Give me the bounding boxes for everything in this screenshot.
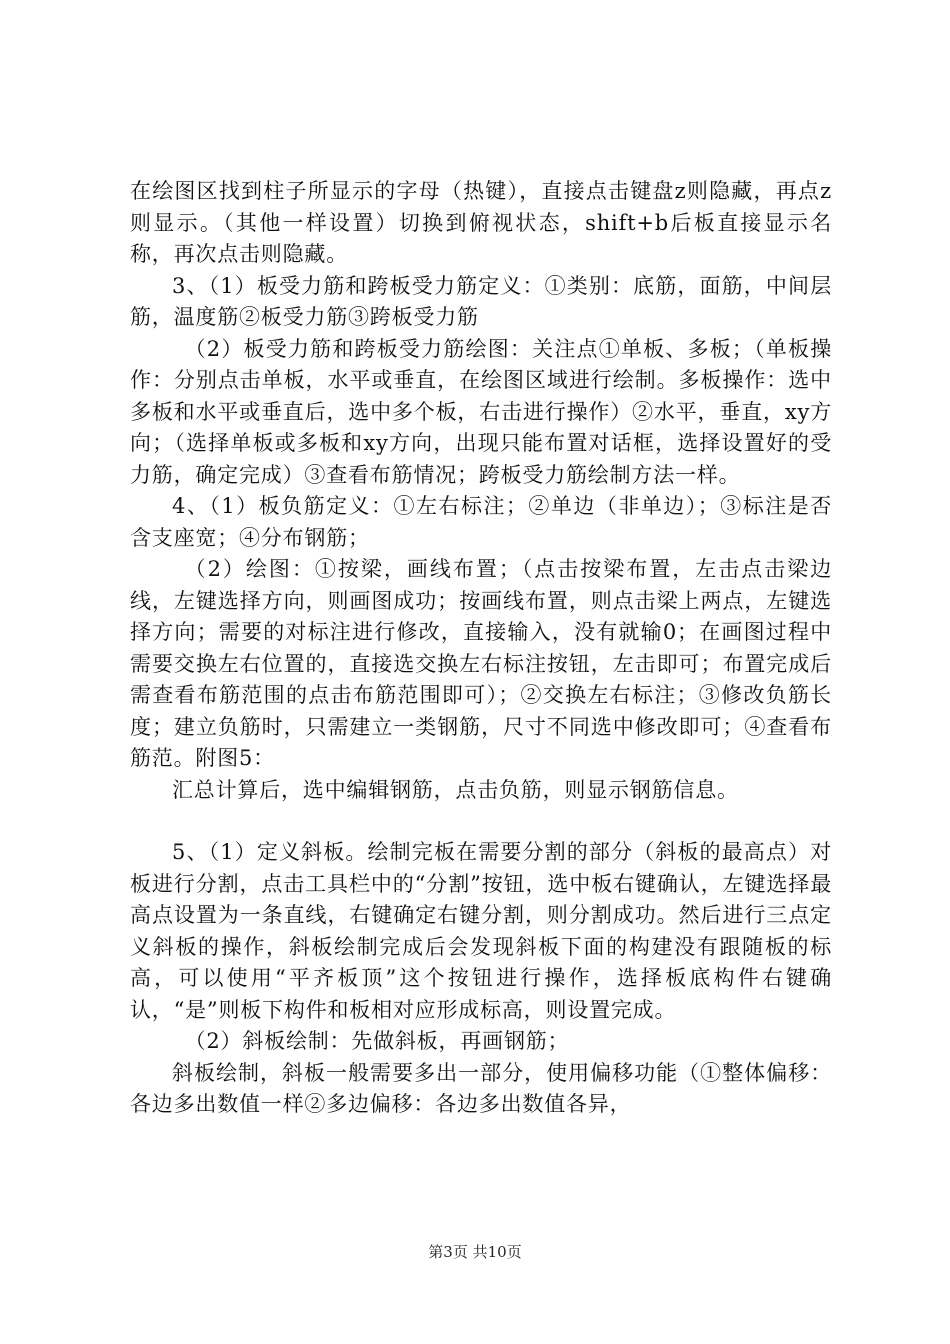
paragraph-hotkey: 在绘图区找到柱子所显示的字母（热键），直接点击键盘z则隐藏，再点z则显示。（其他一样设置）切换到俯视状态，shift+b后板直接显示名称，再次点击则隐藏。 bbox=[130, 179, 832, 266]
page-footer: 第3页 共10页 bbox=[428, 1243, 522, 1261]
paragraph-section-4-1: 4、（1）板负筋定义：①左右标注；②单边（非单边）；③标注是否含支座宽；④分布钢筋； bbox=[130, 494, 832, 550]
paragraph-section-4-2: （2）绘图：①按梁，画线布置；（点击按梁布置，左击点击梁边线，左键选择方向，则画图成功；按画线布置，则点击梁上两点，左键选择方向；需要的对标注进行修改，直接输入，没有就输0；在画图过程中需要交换左右位置的，直接选交换左右标注按钮，左击即可；布置完成后需查看布筋范围的点击布筋范围即可）；②交换左右标注；③修改负筋长度；建立负筋时，只需建立一类钢筋，尺寸不同选中修改即可；④查看布筋范。附图5： bbox=[130, 557, 832, 770]
paragraph-section-3-2: （2）板受力筋和跨板受力筋绘图：关注点①单板、多板；（单板操作：分别点击单板，水平或垂直，在绘图区域进行绘制。多板操作：选中多板和水平或垂直后，选中多个板，右击进行操作）②水平，垂直，xy方向；（选择单板或多板和xy方向，出现只能布置对话框，选择设置好的受力筋，确定完成）③查看布筋情况；跨板受力筋绘制方法一样。 bbox=[130, 336, 832, 487]
paragraph-section-3-1: 3、（1）板受力筋和跨板受力筋定义：①类别：底筋，面筋，中间层筋，温度筋②板受力筋③跨板受力筋 bbox=[130, 273, 832, 329]
body-text bbox=[130, 176, 832, 1121]
paragraph-slab-drawing: 斜板绘制，斜板一般需要多出一部分，使用偏移功能（①整体偏移：各边多出数值一样②多边偏移：各边多出数值各异， bbox=[130, 1060, 832, 1116]
paragraph-section-5-1: 5、（1）定义斜板。绘制完板在需要分割的部分（斜板的最高点）对板进行分割，点击工具栏中的“分割”按钮，选中板右键确认，左键选择最高点设置为一条直线，右键确定右键分割，则分割成功。然后进行三点定义斜板的操作，斜板绘制完成后会发现斜板下面的构建没有跟随板的标高，可以使用“平齐板顶”这个按钮进行操作，选择板底构件右键确认，“是”则板下构件和板相对应形成标高，则设置完成。 bbox=[130, 840, 832, 1022]
paragraph-section-5-2: （2）斜板绘制：先做斜板，再画钢筋； bbox=[184, 1029, 570, 1053]
paragraph-summary: 汇总计算后，选中编辑钢筋，点击负筋，则显示钢筋信息。 bbox=[172, 777, 739, 802]
